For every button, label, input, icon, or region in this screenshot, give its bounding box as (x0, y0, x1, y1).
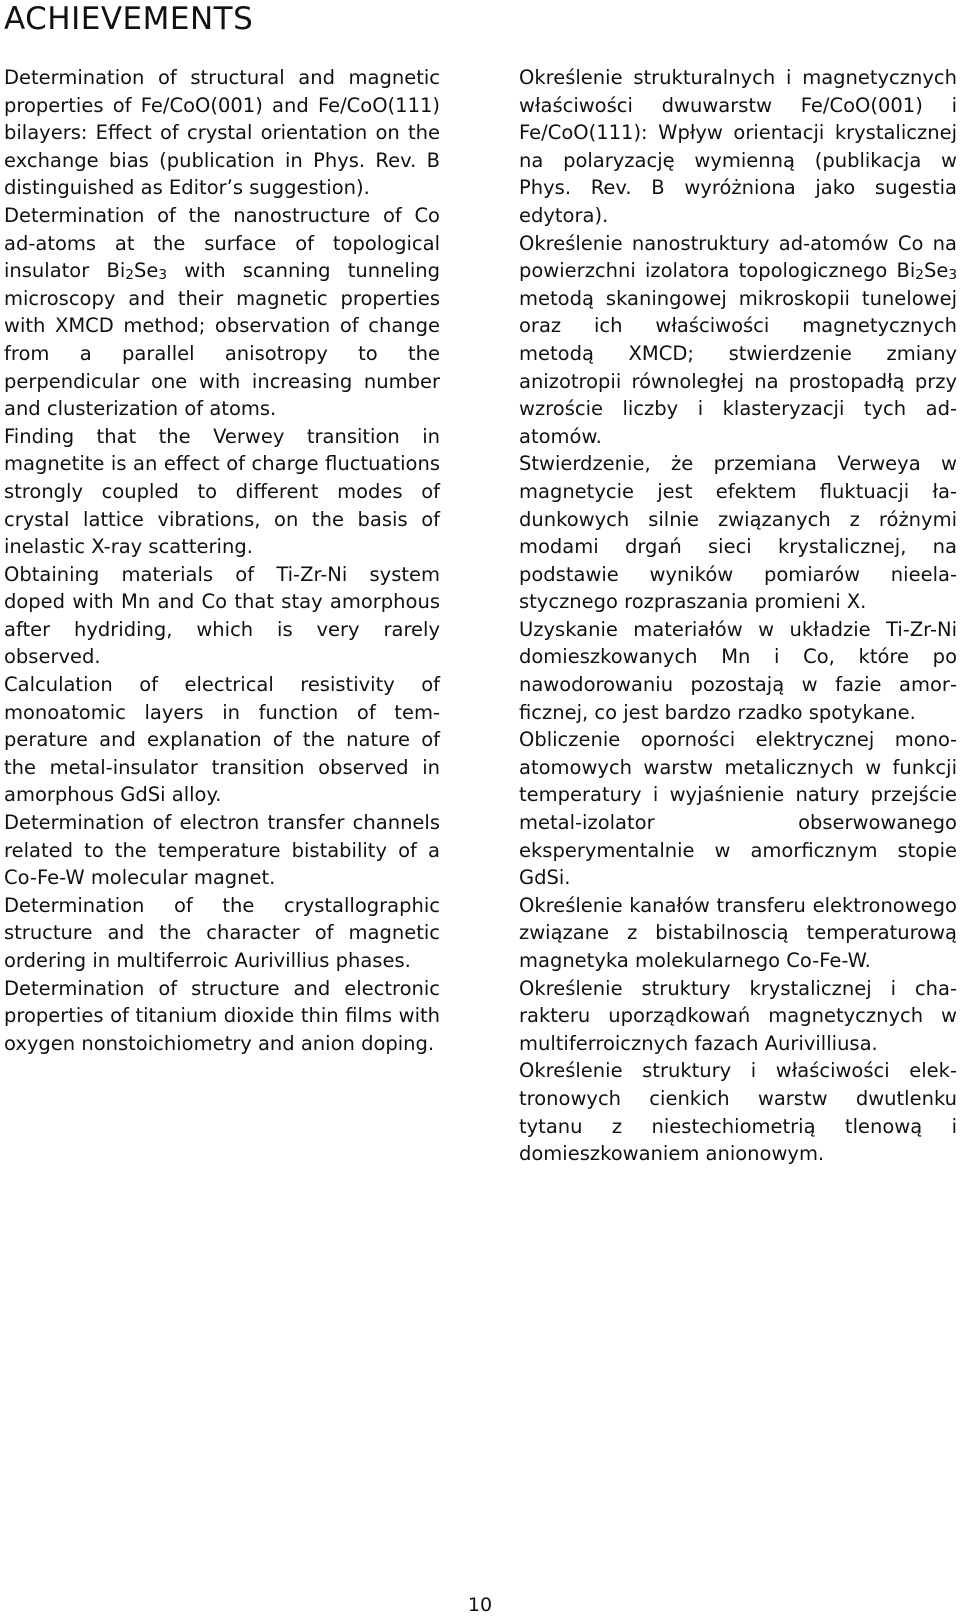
achievement-item-pl (519, 230, 957, 451)
achievement-item-pl: Określenie struktury krystalicznej i charakteru uporządkowań magnetycznych w multiferroicznych fazach Aurivilliusa. (519, 976, 957, 1055)
achievement-item-en: Determination of electron transfer channels related to the temperature bistability of a Co-Fe-W molecular magnet. (4, 811, 440, 890)
achievement-item-en (4, 202, 440, 423)
achievement-item-en: Finding that the Verwey transition in magnetite is an effect of charge fluctuations strongly coupled to different modes of crystal lattice vibrations, on the basis of inelastic X-ray scattering. (4, 424, 440, 559)
polish-column (519, 64, 957, 1168)
subscript: 3 (948, 267, 957, 284)
item-text: Determination of the nanostructure of Co ad-atoms at the surface of topological insulator Bi (4, 203, 440, 283)
achievement-item-en: Determination of structural and magnetic properties of Fe/CoO(001) and Fe/CoO(111) bilayers: Effect of crystal orientation on the exchange bias (publication in Phys. Rev. B distinguished as Editor’s suggestion). (4, 66, 440, 200)
achievement-item-en: Determination of structure and electronic properties of titanium dioxide thin films with oxygen nonstoichiometry and anion doping. (4, 976, 440, 1055)
subscript: 2 (125, 267, 134, 284)
item-text: with scanning tunneling microscopy and their magnetic properties with XMCD method; observation of change from a parallel anisotropy to the perpendicular one with increasing number and clusterization of atoms. (4, 259, 440, 421)
item-text: Se (133, 259, 159, 283)
achievement-item-pl: Określenie struktury i właściwości elektronowych cienkich warstw dwutlenku tytanu z niestechiometrią tlenową i domieszkowaniem anionowym. (519, 1059, 957, 1166)
achievement-item-en: Obtaining materials of Ti-Zr-Ni system doped with Mn and Co that stay amorphous after hydriding, which is very rarely observed. (4, 562, 440, 669)
achievement-item-pl: Określenie kanałów transferu elektronowego związane z bistabilnoscią temperaturową magnetyka molekularnego Co-Fe-W. (519, 893, 957, 972)
achievement-item-pl: Stwierdzenie, że przemiana Verweya w magnetycie jest efektem fluktuacji ładunkowych silnie związanych z różnymi modami drgań sieci krystalicznej, na podstawie wyników pomiarów nieelastycznego rozpraszania promieni X. (519, 452, 957, 614)
achievement-item-pl: Obliczenie oporności elektrycznej monoatomowych warstw metalicznych w funkcji temperatury i wyjaśnienie natury przejście metal-izolator obserwowanego eksperymentalnie w amorficznym stopie GdSi. (519, 728, 957, 890)
page-number: 10 (467, 1594, 493, 1616)
page-heading: ACHIEVEMENTS (4, 1, 254, 37)
item-text: Określenie nanostruktury ad-atomów Co na powierzchni izolatora topologicznego Bi (519, 231, 957, 283)
item-text: metodą skaningowej mikroskopii tunelowej oraz ich właściwości magnetycznych metodą XMCD; stwierdzenie zmiany anizotropii równoległej na prostopadłą przy wzroście liczby i klasteryzacji tych ad-atomów. (519, 286, 957, 448)
subscript: 3 (158, 267, 168, 284)
achievement-item-pl: Uzyskanie materiałów w układzie Ti-Zr-Ni domieszkowanych Mn i Co, które po nawodorowaniu pozostają w fazie amorficznej, co jest bardzo rzadko spotykane. (519, 617, 957, 724)
achievement-item-en: Determination of the crystallographic structure and the character of magnetic ordering in multiferroic Aurivillius phases. (4, 893, 440, 972)
achievement-item-pl: Określenie strukturalnych i magnetycznych właściwości dwuwarstw Fe/CoO(001) i Fe/CoO(111): Wpływ orientacji krystalicznej na polaryzację wymienną (publikacja w Phys. Rev. B wyróżniona jako sugestia edytora). (519, 66, 957, 227)
item-text: Se (923, 259, 949, 283)
subscript: 2 (915, 267, 924, 284)
english-column (4, 64, 440, 1057)
achievement-item-en: Calculation of electrical resistivity of monoatomic layers in function of temperature and explanation of the nature of the metal-insulator transition observed in amorphous GdSi alloy. (4, 673, 440, 807)
